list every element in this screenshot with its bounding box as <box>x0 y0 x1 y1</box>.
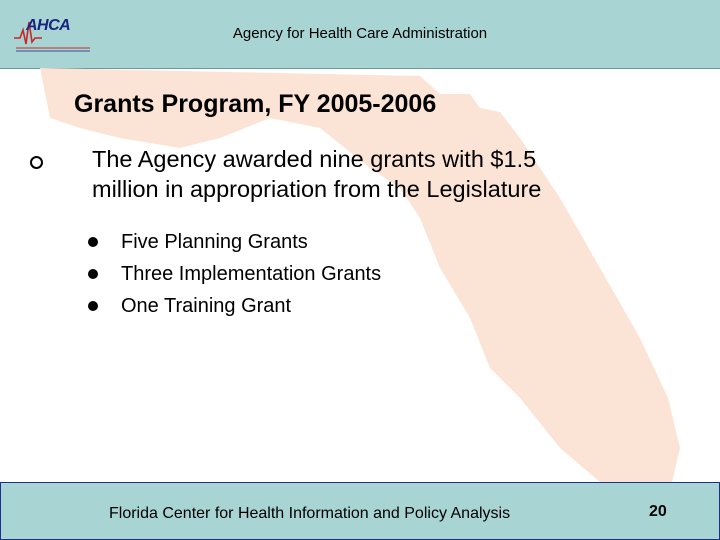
sub-bullet-text: Three Implementation Grants <box>121 263 382 285</box>
bullet-dot-icon <box>88 269 98 279</box>
sub-bullet-text: One Training Grant <box>121 295 292 317</box>
bullet-dot-icon <box>88 301 98 311</box>
bullet-dot-icon <box>88 237 98 247</box>
hollow-bullet-icon <box>30 156 43 169</box>
agency-title: Agency for Health Care Administration <box>232 25 488 42</box>
header-bar <box>0 0 720 69</box>
footer-text: Florida Center for Health Information and Policy Analysis <box>109 505 511 522</box>
logo-text: AHCA <box>26 17 71 34</box>
sub-bullet-text: Five Planning Grants <box>121 231 308 253</box>
main-bullet-text <box>92 144 652 204</box>
slide-title: Grants Program, FY 2005-2006 <box>74 90 437 118</box>
footer-bar <box>0 482 720 540</box>
main-bullet-line-2: million in appropriation from the Legislature <box>92 176 542 202</box>
page-number: 20 <box>649 503 667 520</box>
main-bullet-line-1: The Agency awarded nine grants with $1.5 <box>92 146 537 172</box>
